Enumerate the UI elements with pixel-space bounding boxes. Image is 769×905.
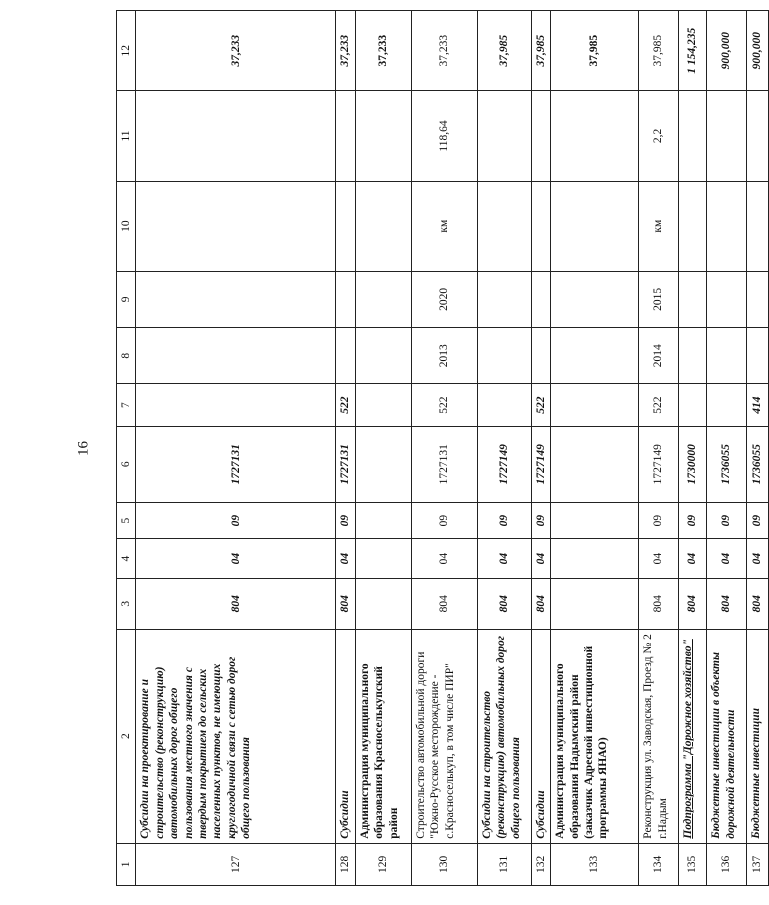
col-6-value: 1736055 (707, 426, 747, 502)
col-6-value: 1727131 (136, 426, 336, 502)
item-name: Бюджетные инвестиции в объекты дорожной деятельности (707, 629, 747, 843)
col-header: 8 (117, 328, 136, 384)
table-row (639, 11, 679, 886)
col-3-value (355, 578, 411, 629)
col-3-value: 804 (136, 578, 336, 629)
col-7-value (679, 384, 707, 426)
item-name: Бюджетные инвестиции (747, 629, 769, 843)
col-8-value (531, 328, 550, 384)
item-name: Реконструкция ул. Заводская, Проезд № 2 г.Надым (639, 629, 679, 843)
col-11-value (707, 91, 747, 181)
col-9-value (747, 271, 769, 327)
col-3-value: 804 (531, 578, 550, 629)
col-8-value (707, 328, 747, 384)
table-row (136, 11, 336, 886)
col-8-value (136, 328, 336, 384)
col-9-value: 2020 (411, 271, 477, 327)
row-number: 135 (679, 843, 707, 885)
col-5-value: 09 (707, 502, 747, 539)
item-name: Субсидии на строительство (реконструкцию) автомобильных дорог общего пользования (477, 629, 531, 843)
row-number: 134 (639, 843, 679, 885)
col-10-value (477, 181, 531, 271)
rotated-table-wrapper (116, 10, 764, 886)
col-10-value (531, 181, 550, 271)
col-7-value (477, 384, 531, 426)
col-10-value (707, 181, 747, 271)
table-row (707, 11, 747, 886)
item-name: Строительство автомобильной дороги "Южно-Русское месторождение - с.Красноселькуп, в том числе ПИР" (411, 629, 477, 843)
col-3-value (551, 578, 639, 629)
row-number: 127 (136, 843, 336, 885)
row-number: 130 (411, 843, 477, 885)
col-7-value (136, 384, 336, 426)
col-8-value (355, 328, 411, 384)
col-6-value (355, 426, 411, 502)
row-number: 131 (477, 843, 531, 885)
col-7-value: 522 (531, 384, 550, 426)
col-5-value: 09 (639, 502, 679, 539)
col-4-value: 04 (136, 539, 336, 578)
col-11-value (551, 91, 639, 181)
col-11-value (336, 91, 355, 181)
col-6-value: 1727149 (639, 426, 679, 502)
col-12-value: 37,985 (551, 11, 639, 91)
col-5-value: 09 (531, 502, 550, 539)
col-4-value: 04 (679, 539, 707, 578)
col-header: 2 (117, 629, 136, 843)
table-row (411, 11, 477, 886)
col-9-value (477, 271, 531, 327)
col-8-value: 2013 (411, 328, 477, 384)
col-4-value: 04 (747, 539, 769, 578)
col-3-value: 804 (336, 578, 355, 629)
row-number: 128 (336, 843, 355, 885)
col-4-value: 04 (531, 539, 550, 578)
row-number: 137 (747, 843, 769, 885)
col-5-value (355, 502, 411, 539)
col-header: 9 (117, 271, 136, 327)
budget-table (116, 10, 769, 886)
col-7-value: 522 (639, 384, 679, 426)
col-10-value (355, 181, 411, 271)
col-7-value (551, 384, 639, 426)
col-9-value (679, 271, 707, 327)
col-7-value: 522 (411, 384, 477, 426)
col-11-value (477, 91, 531, 181)
col-6-value (551, 426, 639, 502)
col-9-value (355, 271, 411, 327)
col-8-value (477, 328, 531, 384)
col-7-value: 522 (336, 384, 355, 426)
col-10-value: км (411, 181, 477, 271)
col-9-value: 2015 (639, 271, 679, 327)
col-header: 10 (117, 181, 136, 271)
table-body (117, 11, 769, 886)
col-12-value: 37,233 (136, 11, 336, 91)
col-12-value: 1 154,235 (679, 11, 707, 91)
col-12-value: 37,985 (531, 11, 550, 91)
col-9-value (336, 271, 355, 327)
col-9-value (551, 271, 639, 327)
col-5-value: 09 (679, 502, 707, 539)
item-name: Субсидии на проектирование и строительство (реконструкцию) автомобильных дорог общего пользования местного значения с твердым покрытием до сельских населенных пунктов, не имеющих круглогодичной связи с сетью дорог общего пользования (136, 629, 336, 843)
col-7-value (355, 384, 411, 426)
col-header: 1 (117, 843, 136, 885)
col-header: 6 (117, 426, 136, 502)
item-name: Субсидии (531, 629, 550, 843)
col-8-value (336, 328, 355, 384)
col-11-value (679, 91, 707, 181)
col-12-value: 900,000 (747, 11, 769, 91)
col-4-value (355, 539, 411, 578)
col-6-value: 1727149 (531, 426, 550, 502)
col-6-value: 1727131 (336, 426, 355, 502)
col-11-value (531, 91, 550, 181)
col-header: 12 (117, 11, 136, 91)
col-10-value (679, 181, 707, 271)
col-12-value: 900,000 (707, 11, 747, 91)
col-4-value (551, 539, 639, 578)
col-11-value: 2,2 (639, 91, 679, 181)
col-12-value: 37,233 (336, 11, 355, 91)
col-7-value: 414 (747, 384, 769, 426)
col-5-value: 09 (477, 502, 531, 539)
col-header: 3 (117, 578, 136, 629)
col-5-value: 09 (411, 502, 477, 539)
row-number: 133 (551, 843, 639, 885)
col-6-value: 1727131 (411, 426, 477, 502)
col-4-value: 04 (477, 539, 531, 578)
col-4-value: 04 (336, 539, 355, 578)
col-12-value: 37,985 (639, 11, 679, 91)
col-3-value: 804 (747, 578, 769, 629)
col-5-value: 09 (747, 502, 769, 539)
col-header: 4 (117, 539, 136, 578)
table-row (531, 11, 550, 886)
table-row (477, 11, 531, 886)
col-10-value (551, 181, 639, 271)
col-5-value (551, 502, 639, 539)
col-4-value: 04 (411, 539, 477, 578)
item-name: Субсидии (336, 629, 355, 843)
col-12-value: 37,233 (411, 11, 477, 91)
col-8-value (679, 328, 707, 384)
page-number: 16 (75, 441, 92, 456)
row-number: 129 (355, 843, 411, 885)
col-10-value: км (639, 181, 679, 271)
col-3-value: 804 (639, 578, 679, 629)
col-10-value (336, 181, 355, 271)
table-row (679, 11, 707, 886)
table-row (336, 11, 355, 886)
col-9-value (136, 271, 336, 327)
row-number: 136 (707, 843, 747, 885)
col-8-value (551, 328, 639, 384)
col-11-value (136, 91, 336, 181)
col-9-value (707, 271, 747, 327)
table-row (355, 11, 411, 886)
col-3-value: 804 (477, 578, 531, 629)
col-10-value (747, 181, 769, 271)
col-6-value: 1730000 (679, 426, 707, 502)
col-5-value: 09 (136, 502, 336, 539)
col-header: 11 (117, 91, 136, 181)
table-row (551, 11, 639, 886)
col-3-value: 804 (679, 578, 707, 629)
col-header: 7 (117, 384, 136, 426)
header-row (117, 11, 136, 886)
col-3-value: 804 (707, 578, 747, 629)
item-name: Администрация муниципального образования Красноселькупский район (355, 629, 411, 843)
col-8-value (747, 328, 769, 384)
col-12-value: 37,233 (355, 11, 411, 91)
col-12-value: 37,985 (477, 11, 531, 91)
col-5-value: 09 (336, 502, 355, 539)
item-name: Администрация муниципального образования Надымский район (заказчик Адресной инвестиционной программы ЯНАО) (551, 629, 639, 843)
col-6-value: 1727149 (477, 426, 531, 502)
col-11-value (355, 91, 411, 181)
item-name: Подпрограмма "Дорожное хозяйство" (679, 629, 707, 843)
col-6-value: 1736055 (747, 426, 769, 502)
col-7-value (707, 384, 747, 426)
table-row (747, 11, 769, 886)
col-8-value: 2014 (639, 328, 679, 384)
col-header: 5 (117, 502, 136, 539)
col-3-value: 804 (411, 578, 477, 629)
col-4-value: 04 (639, 539, 679, 578)
col-11-value (747, 91, 769, 181)
col-10-value (136, 181, 336, 271)
col-11-value: 118,64 (411, 91, 477, 181)
col-9-value (531, 271, 550, 327)
col-4-value: 04 (707, 539, 747, 578)
row-number: 132 (531, 843, 550, 885)
